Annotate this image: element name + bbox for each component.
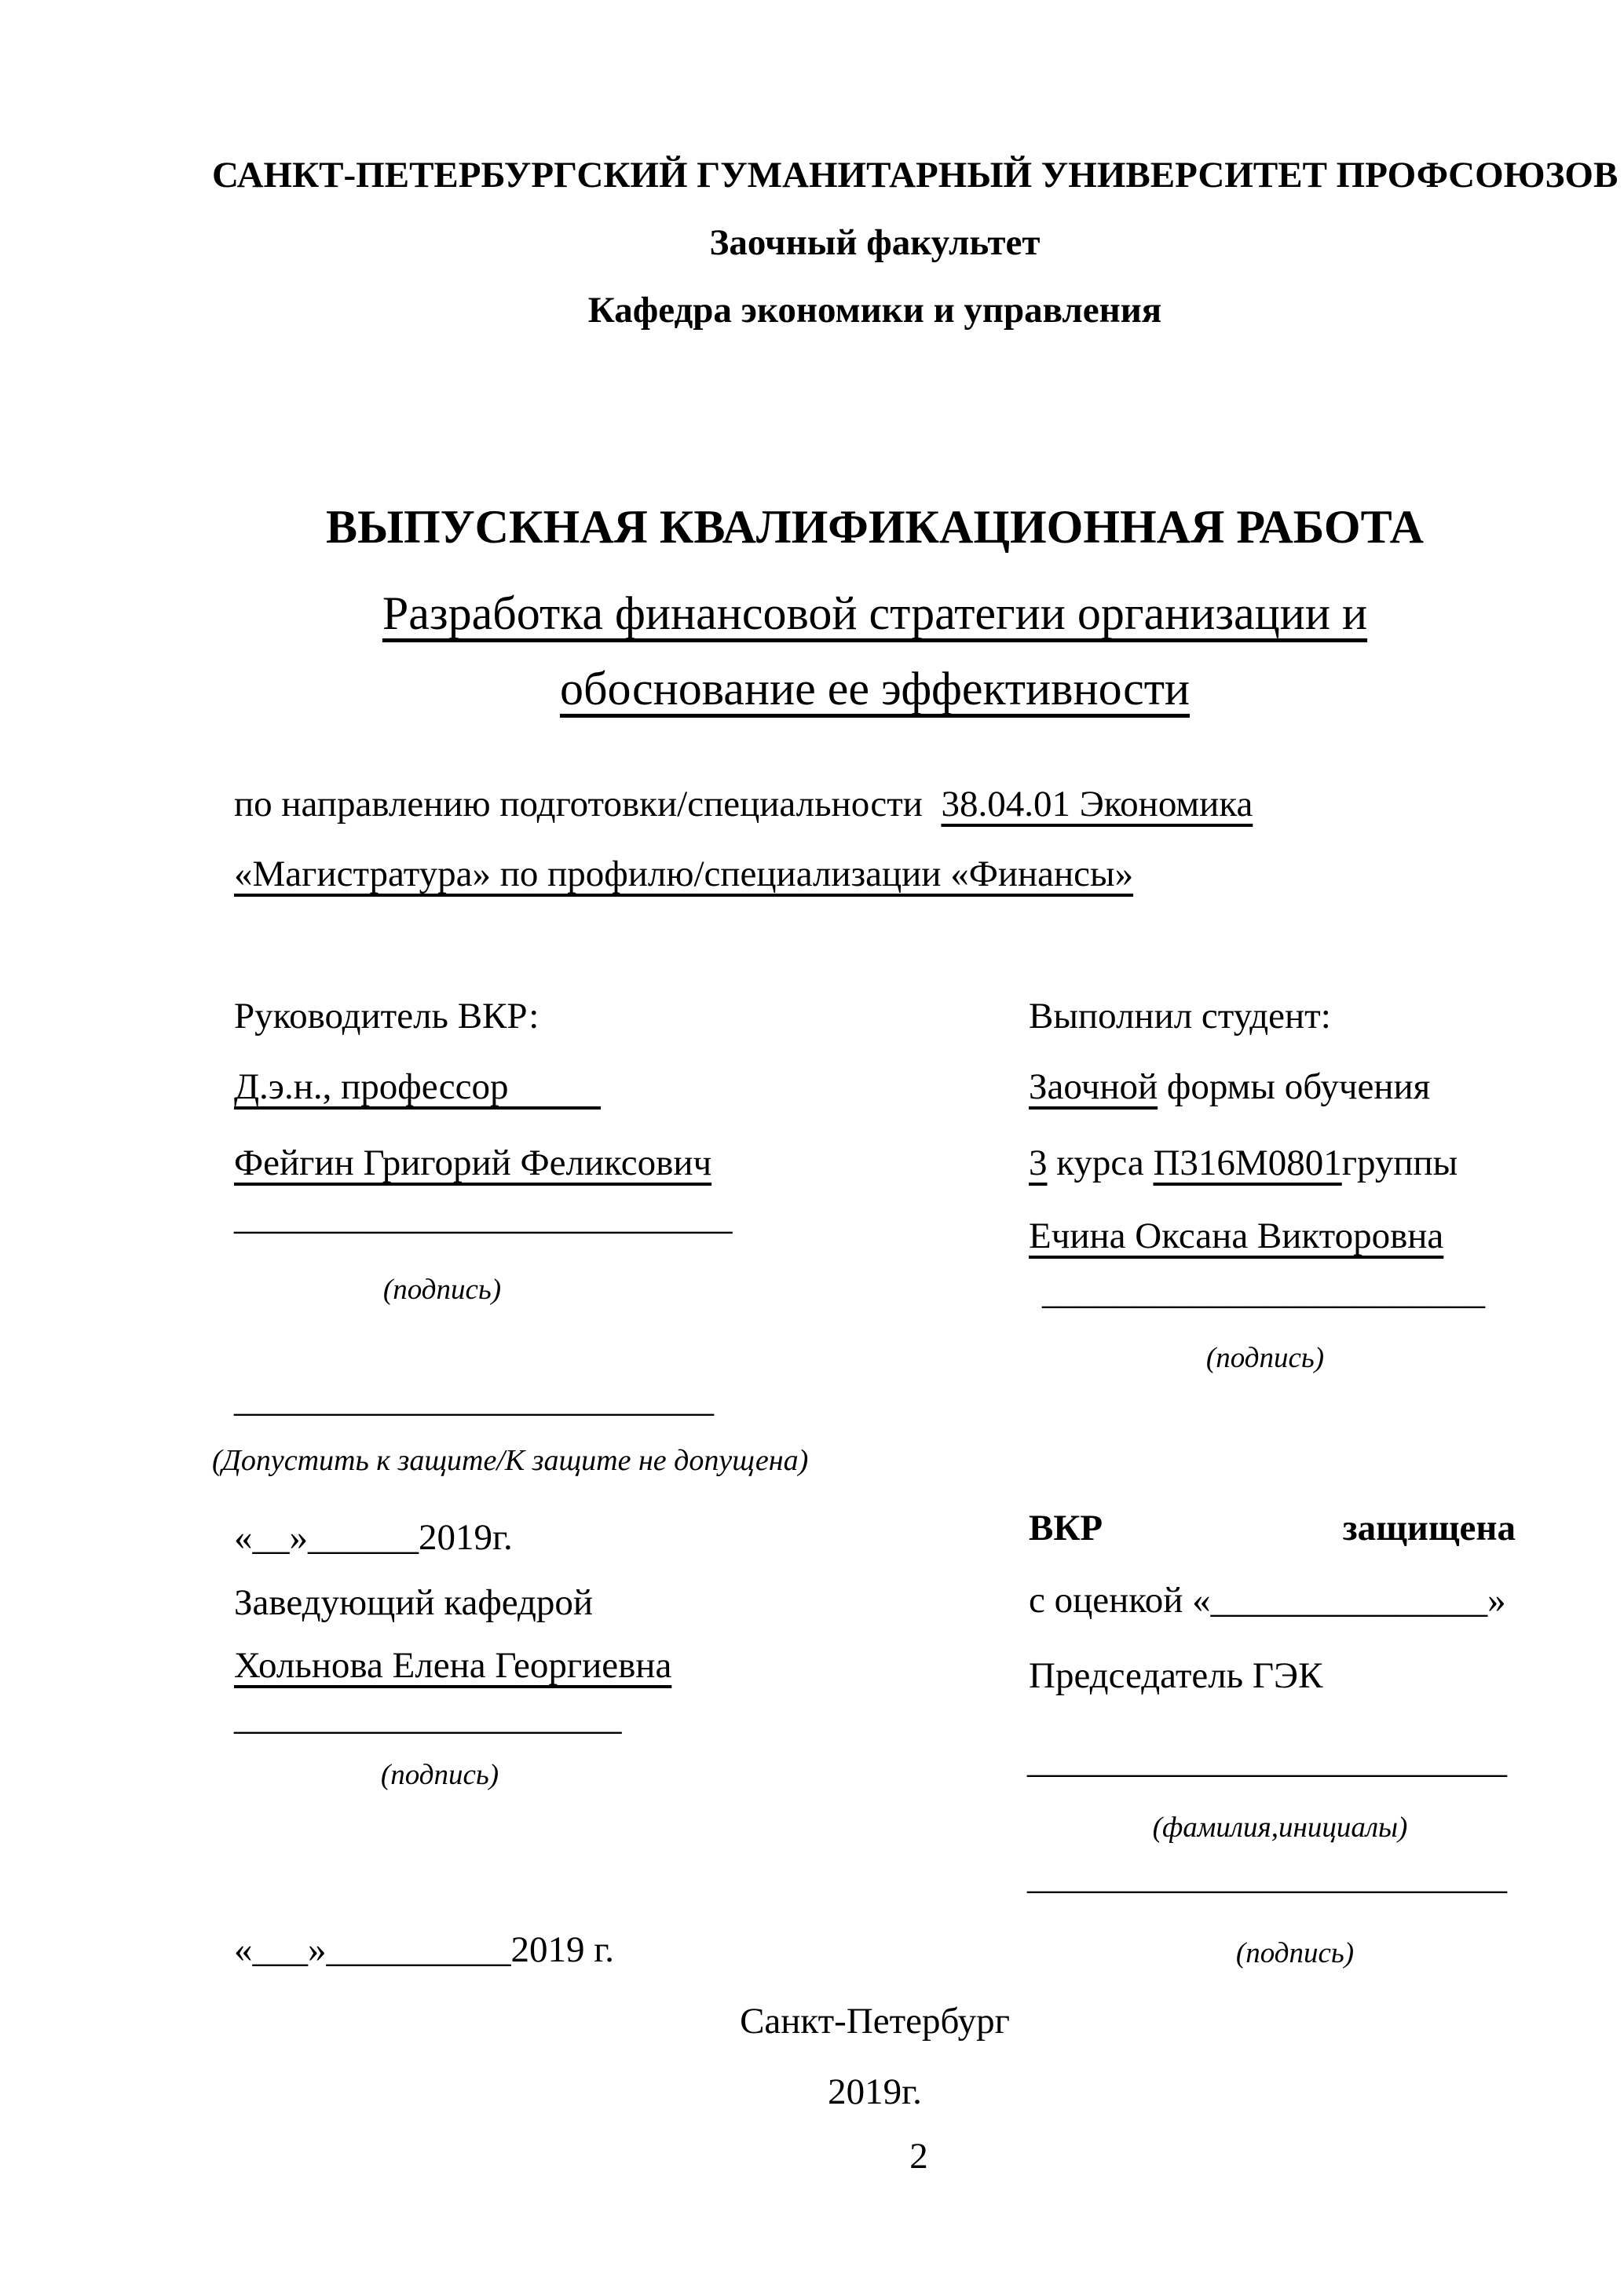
- supervisor-heading: Руководитель ВКР:: [234, 996, 540, 1036]
- university-name: САНКТ-ПЕТЕРБУРГСКИЙ ГУМАНИТАРНЫЙ УНИВЕРСИТЕТ ПРОФСОЮЗОВ: [212, 155, 1619, 196]
- vkr-label: ВКР: [1029, 1508, 1103, 1548]
- program-direction-label: по направлению подготовки/специальности: [234, 784, 923, 824]
- footer-city: Санкт-Петербург: [740, 2001, 1010, 2042]
- department-head-name: Хольнова Елена Георгиевна: [234, 1645, 672, 1686]
- gek-name-line: __________________________: [1027, 1740, 1507, 1781]
- student-form-line: [1029, 1066, 1430, 1107]
- student-form-underlined: Заочной: [1029, 1066, 1158, 1107]
- defended-label: защищена: [1342, 1508, 1516, 1548]
- student-course-number: 3: [1029, 1143, 1048, 1183]
- supervisor-signature-line: ___________________________: [234, 1197, 733, 1238]
- supervisor-degree-line: [234, 1066, 601, 1107]
- admission-date-line: «__»______2019г.: [234, 1517, 513, 1558]
- thesis-title-line2-text: обоснование ее эффективности: [559, 663, 1191, 715]
- department-name: Кафедра экономики и управления: [587, 290, 1162, 331]
- student-course-line: [1029, 1143, 1458, 1183]
- defense-status-line: [1029, 1508, 1516, 1548]
- department-head-signature-line: _____________________: [234, 1697, 622, 1738]
- thesis-title-line2: [234, 663, 1516, 715]
- admission-caption: (Допустить к защите/К защите не допущена): [212, 1444, 809, 1477]
- defense-grade-line: [1029, 1580, 1506, 1621]
- admission-blank-line: __________________________: [234, 1379, 714, 1420]
- program-profile-line: [234, 854, 1133, 894]
- student-heading: Выполнил студент:: [1029, 996, 1331, 1036]
- student-signature-caption: (подпись): [1205, 1342, 1325, 1374]
- department-head-name-line: [234, 1645, 671, 1686]
- supervisor-name-line: [234, 1143, 711, 1183]
- footer-year: 2019г.: [828, 2071, 922, 2112]
- grade-prefix: с оценкой «: [1029, 1580, 1211, 1621]
- thesis-title-line1: [234, 587, 1516, 639]
- student-form-rest: формы обучения: [1158, 1066, 1431, 1107]
- student-name: Ечина Оксана Викторовна: [1029, 1216, 1444, 1256]
- thesis-title-line1-text: Разработка финансовой стратегии организации и: [382, 587, 1368, 639]
- student-signature-line: ________________________: [1042, 1271, 1485, 1312]
- supervisor-degree: Д.э.н., профессор: [234, 1066, 601, 1107]
- admission-date-line-2: «___»__________2019 г.: [234, 1929, 614, 1970]
- work-type-title: ВЫПУСКНАЯ КВАЛИФИКАЦИОННАЯ РАБОТА: [326, 501, 1424, 553]
- student-group-code: П316М0801: [1153, 1143, 1342, 1183]
- gek-signature-line: __________________________: [1027, 1856, 1507, 1897]
- gek-chairman-label: Председатель ГЭК: [1029, 1655, 1323, 1696]
- grade-suffix: »: [1487, 1580, 1506, 1621]
- student-group-rest: группы: [1341, 1143, 1458, 1183]
- program-profile-text: «Магистратура» по профилю/специализации «Финансы»: [234, 854, 1134, 894]
- supervisor-name: Фейгин Григорий Феликсович: [234, 1143, 712, 1183]
- department-head-signature-caption: (подпись): [380, 1759, 499, 1791]
- program-direction-value: 38.04.01 Экономика: [941, 784, 1253, 824]
- gek-signature-caption: (подпись): [1235, 1937, 1355, 1969]
- program-direction-line: [234, 784, 1253, 824]
- faculty-name: Заочный факультет: [709, 222, 1041, 263]
- student-name-line: [1029, 1216, 1443, 1256]
- grade-blank: _______________: [1210, 1580, 1488, 1621]
- page-number: 2: [909, 2136, 928, 2177]
- student-course-mid: курса: [1047, 1143, 1154, 1183]
- supervisor-degree-blank: [509, 1066, 602, 1107]
- department-head-label: Заведующий кафедрой: [234, 1582, 594, 1623]
- supervisor-signature-caption: (подпись): [382, 1274, 502, 1306]
- gek-name-caption: (фамилия,инициалы): [1152, 1812, 1408, 1844]
